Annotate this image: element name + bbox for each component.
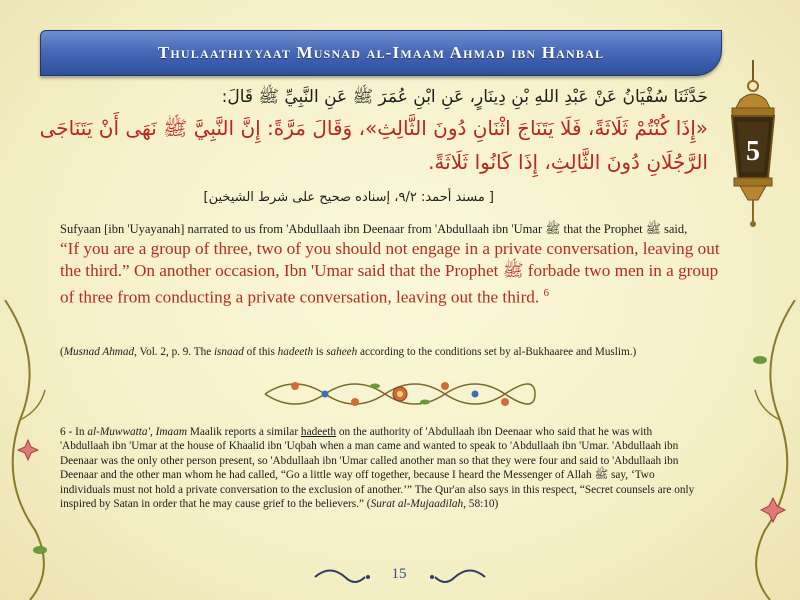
arabic-reference: [ مسند أحمد: ٩/٢، إسناده صحيح على شرط الشيخين] [203,190,494,205]
arabic-chain: حَدَّثَنَا سُفْيَانُ عَنْ عَبْدِ اللهِ بْنِ دِينَارٍ، عَنِ ابْنِ عُمَرَ ﷺ عَنِ النَّبِيِّ ﷺ قَالَ: [221,87,708,107]
footnote-text: In [75,426,88,438]
footnote-text: , [149,426,156,438]
floral-divider-icon [255,372,545,416]
header-banner [40,30,722,76]
footnote-marker: 6 [543,287,549,299]
footnote [60,425,700,511]
chapter-number: 5 [746,136,760,167]
reference-isnaad: isnaad [213,346,244,358]
arabic-hadith-line1: «إِذَا كُنْتُمْ ثَلَاثَةً، فَلَا يَتَنَاجَ اثْنَانِ دُونَ الثَّالِثِ»، وَقَالَ مَرَّةً: إِنَّ النَّبِيَّ ﷺ نَهَى أَنْ يَتَنَاجَى [39,116,708,140]
footnote-imaam: Imaam [155,426,188,438]
reference-text: according to the conditions set by al-Bukhaaree and Muslim. [357,346,633,358]
footnote-number: 6 - [60,426,76,438]
english-hadith-text: “If you are a group of three, two of you should not engage in a private conversation, leaving out the third.” On another occasion, Ibn 'Umar said that the Prophet ﷺ forbade two men in a group of three from conducting a private conversation, leaving out the third. [60,239,720,307]
footnote-text: on the authority of 'Abdullaah ibn Deenaar who said that he was with 'Abdullaah ibn 'Umar at the house of Khaalid ibn 'Uqbah when a man came and wanted to speak to 'Abdullaah ibn 'Umar. 'Abdullaah ibn Deenaar was the only other person present, so 'Abdullaah ibn 'Umar called another man so that they were four and said to 'Abdullaah ibn Deenaar and the other man whom he had called, “Go a little way off together, because I heard the Messenger of Allah ﷺ say, ‘Two individuals must not hold a private conversation to the exclusion of another.’” The Qur'an also says in this respect, “Secret counsels are only inspired by Satan in order that he may cause grief to the believers.” ( [60,426,695,511]
footnote-text: Maalik reports a similar [187,426,301,438]
footnote-hadeeth: hadeeth [300,426,337,438]
vine-left-icon [0,300,60,600]
footnote-surat: Surat al-Mujaadilah [370,498,464,511]
footnote-text: , 58:10) [463,498,499,511]
reference-saheeh: saheeh [326,346,358,358]
footnote-muwatta: al-Muwwatta' [87,426,150,438]
reference-source: Musnad Ahmad [63,346,135,358]
reference-text: , Vol. 2, p. 9. The [134,346,214,358]
arabic-hadith-line2: الرَّجُلَانِ دُونَ الثَّالِثِ، إِذَا كَانُوا ثَلَاثَةً. [428,150,708,174]
page-number: 15 [391,566,407,582]
english-chain: Sufyaan [ibn 'Uyayanah] narrated to us from 'Abdullaah ibn Deenaar from 'Abdullaah ibn 'Umar ﷺ that the Prophet ﷺ said, [60,222,688,236]
reference-text: is [313,346,327,358]
reference-text: of this [243,346,278,358]
reference-hadeeth: hadeeth [277,346,314,358]
lantern-icon [718,60,788,230]
vine-right-icon [735,300,800,600]
english-hadith [60,238,720,309]
page-title: Thulaathiyyaat Musnad al-Imaam Ahmad ibn Hanbal [157,43,605,62]
english-reference: (Musnad Ahmad, Vol. 2, p. 9. The isnaad of this hadeeth is saheeh according to the conditions set by al-Bukhaaree and Muslim.) [60,346,637,358]
